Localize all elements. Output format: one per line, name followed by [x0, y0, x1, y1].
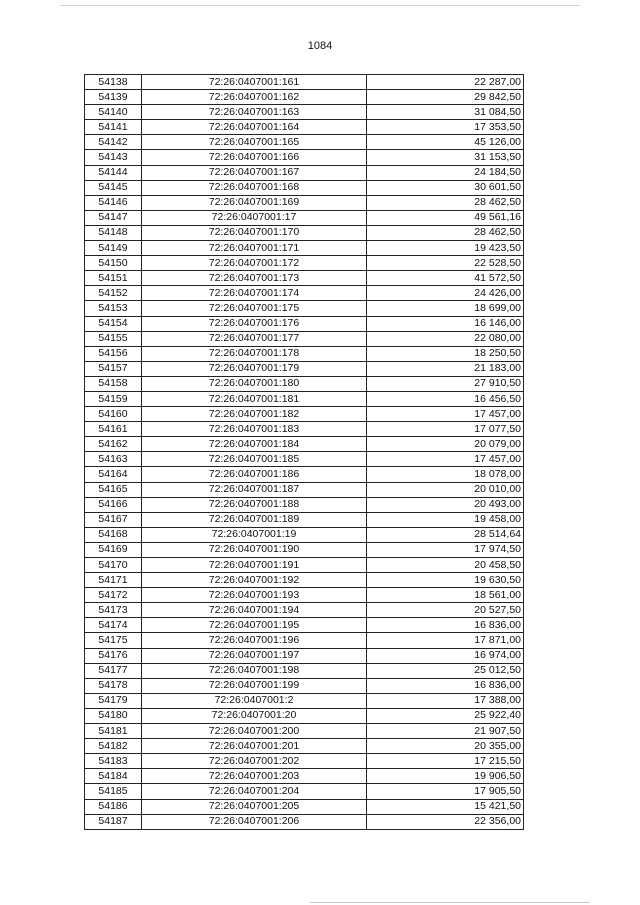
table-row [85, 105, 524, 120]
row-number-cell: 54183 [85, 754, 142, 769]
row-number-cell: 54146 [85, 195, 142, 210]
cadastral-number-cell: 72:26:0407001:199 [142, 678, 367, 693]
amount-cell: 28 462,50 [367, 225, 524, 240]
amount-cell: 19 906,50 [367, 769, 524, 784]
amount-cell: 20 458,50 [367, 558, 524, 573]
table-row [85, 241, 524, 256]
cadastral-number-cell: 72:26:0407001:170 [142, 225, 367, 240]
cadastral-number-cell: 72:26:0407001:206 [142, 814, 367, 829]
cadastral-number-cell: 72:26:0407001:191 [142, 558, 367, 573]
row-number-cell: 54182 [85, 739, 142, 754]
amount-cell: 21 183,00 [367, 361, 524, 376]
table-row [85, 407, 524, 422]
table-row [85, 467, 524, 482]
table-row [85, 346, 524, 361]
row-number-cell: 54138 [85, 75, 142, 90]
scan-edge-bottom [310, 902, 590, 903]
cadastral-number-cell: 72:26:0407001:200 [142, 724, 367, 739]
cadastral-number-cell: 72:26:0407001:190 [142, 542, 367, 557]
table-row [85, 437, 524, 452]
amount-cell: 18 699,00 [367, 301, 524, 316]
row-number-cell: 54145 [85, 180, 142, 195]
amount-cell: 45 126,00 [367, 135, 524, 150]
table-row [85, 75, 524, 90]
table-row [85, 391, 524, 406]
amount-cell: 17 388,00 [367, 693, 524, 708]
cadastral-number-cell: 72:26:0407001:165 [142, 135, 367, 150]
row-number-cell: 54142 [85, 135, 142, 150]
cadastral-number-cell: 72:26:0407001:203 [142, 769, 367, 784]
amount-cell: 22 356,00 [367, 814, 524, 829]
table-row [85, 497, 524, 512]
cadastral-number-cell: 72:26:0407001:187 [142, 482, 367, 497]
row-number-cell: 54185 [85, 784, 142, 799]
cadastral-number-cell: 72:26:0407001:188 [142, 497, 367, 512]
row-number-cell: 54179 [85, 693, 142, 708]
row-number-cell: 54152 [85, 286, 142, 301]
cadastral-number-cell: 72:26:0407001:182 [142, 407, 367, 422]
row-number-cell: 54151 [85, 271, 142, 286]
amount-cell: 16 836,00 [367, 678, 524, 693]
amount-cell: 20 010,00 [367, 482, 524, 497]
cadastral-number-cell: 72:26:0407001:201 [142, 739, 367, 754]
row-number-cell: 54141 [85, 120, 142, 135]
table-row [85, 331, 524, 346]
row-number-cell: 54181 [85, 724, 142, 739]
row-number-cell: 54139 [85, 90, 142, 105]
row-number-cell: 54158 [85, 376, 142, 391]
table-row [85, 135, 524, 150]
row-number-cell: 54160 [85, 407, 142, 422]
cadastral-number-cell: 72:26:0407001:168 [142, 180, 367, 195]
row-number-cell: 54150 [85, 256, 142, 271]
cadastral-number-cell: 72:26:0407001:204 [142, 784, 367, 799]
cadastral-number-cell: 72:26:0407001:174 [142, 286, 367, 301]
table-row [85, 150, 524, 165]
amount-cell: 17 215,50 [367, 754, 524, 769]
cadastral-number-cell: 72:26:0407001:195 [142, 618, 367, 633]
table-row [85, 648, 524, 663]
table-row [85, 618, 524, 633]
amount-cell: 20 355,00 [367, 739, 524, 754]
table-row [85, 754, 524, 769]
amount-cell: 31 084,50 [367, 105, 524, 120]
row-number-cell: 54156 [85, 346, 142, 361]
amount-cell: 28 514,64 [367, 527, 524, 542]
row-number-cell: 54153 [85, 301, 142, 316]
row-number-cell: 54148 [85, 225, 142, 240]
amount-cell: 17 353,50 [367, 120, 524, 135]
table-row [85, 271, 524, 286]
amount-cell: 31 153,50 [367, 150, 524, 165]
amount-cell: 18 561,00 [367, 588, 524, 603]
amount-cell: 22 287,00 [367, 75, 524, 90]
cadastral-number-cell: 72:26:0407001:172 [142, 256, 367, 271]
table-row [85, 542, 524, 557]
row-number-cell: 54171 [85, 573, 142, 588]
table-row [85, 195, 524, 210]
row-number-cell: 54168 [85, 527, 142, 542]
table-row [85, 165, 524, 180]
table-row [85, 422, 524, 437]
cadastral-number-cell: 72:26:0407001:163 [142, 105, 367, 120]
table-row [85, 180, 524, 195]
amount-cell: 17 457,00 [367, 407, 524, 422]
row-number-cell: 54169 [85, 542, 142, 557]
amount-cell: 16 456,50 [367, 391, 524, 406]
table-row [85, 633, 524, 648]
cadastral-number-cell: 72:26:0407001:184 [142, 437, 367, 452]
cadastral-number-cell: 72:26:0407001:193 [142, 588, 367, 603]
page-number: 1084 [307, 40, 333, 52]
amount-cell: 16 146,00 [367, 316, 524, 331]
row-number-cell: 54147 [85, 210, 142, 225]
cadastral-number-cell: 72:26:0407001:171 [142, 241, 367, 256]
cadastral-number-cell: 72:26:0407001:196 [142, 633, 367, 648]
amount-cell: 22 528,50 [367, 256, 524, 271]
row-number-cell: 54186 [85, 799, 142, 814]
table-row [85, 361, 524, 376]
registry-table [84, 74, 524, 830]
row-number-cell: 54161 [85, 422, 142, 437]
table-row [85, 603, 524, 618]
amount-cell: 17 871,00 [367, 633, 524, 648]
row-number-cell: 54165 [85, 482, 142, 497]
amount-cell: 20 493,00 [367, 497, 524, 512]
table-row [85, 784, 524, 799]
row-number-cell: 54166 [85, 497, 142, 512]
table-body [85, 75, 524, 830]
amount-cell: 16 836,00 [367, 618, 524, 633]
amount-cell: 20 079,00 [367, 437, 524, 452]
row-number-cell: 54173 [85, 603, 142, 618]
table-row [85, 724, 524, 739]
row-number-cell: 54155 [85, 331, 142, 346]
amount-cell: 19 423,50 [367, 241, 524, 256]
cadastral-number-cell: 72:26:0407001:186 [142, 467, 367, 482]
cadastral-number-cell: 72:26:0407001:177 [142, 331, 367, 346]
table-row [85, 573, 524, 588]
amount-cell: 19 458,00 [367, 512, 524, 527]
cadastral-number-cell: 72:26:0407001:202 [142, 754, 367, 769]
row-number-cell: 54164 [85, 467, 142, 482]
table-row [85, 256, 524, 271]
table-row [85, 693, 524, 708]
amount-cell: 25 012,50 [367, 663, 524, 678]
table-row [85, 527, 524, 542]
amount-cell: 49 561,16 [367, 210, 524, 225]
row-number-cell: 54163 [85, 452, 142, 467]
table-row [85, 739, 524, 754]
table-row [85, 376, 524, 391]
row-number-cell: 54143 [85, 150, 142, 165]
amount-cell: 24 184,50 [367, 165, 524, 180]
row-number-cell: 54177 [85, 663, 142, 678]
row-number-cell: 54144 [85, 165, 142, 180]
row-number-cell: 54157 [85, 361, 142, 376]
row-number-cell: 54172 [85, 588, 142, 603]
row-number-cell: 54178 [85, 678, 142, 693]
cadastral-number-cell: 72:26:0407001:197 [142, 648, 367, 663]
cadastral-number-cell: 72:26:0407001:205 [142, 799, 367, 814]
table-row [85, 482, 524, 497]
row-number-cell: 54175 [85, 633, 142, 648]
cadastral-number-cell: 72:26:0407001:19 [142, 527, 367, 542]
amount-cell: 30 601,50 [367, 180, 524, 195]
table-row [85, 663, 524, 678]
row-number-cell: 54159 [85, 391, 142, 406]
cadastral-number-cell: 72:26:0407001:178 [142, 346, 367, 361]
table-row [85, 799, 524, 814]
amount-cell: 17 077,50 [367, 422, 524, 437]
cadastral-number-cell: 72:26:0407001:164 [142, 120, 367, 135]
row-number-cell: 54162 [85, 437, 142, 452]
cadastral-number-cell: 72:26:0407001:173 [142, 271, 367, 286]
table-row [85, 588, 524, 603]
row-number-cell: 54180 [85, 708, 142, 723]
table-row [85, 678, 524, 693]
amount-cell: 27 910,50 [367, 376, 524, 391]
row-number-cell: 54184 [85, 769, 142, 784]
amount-cell: 16 974,00 [367, 648, 524, 663]
table-row [85, 814, 524, 829]
row-number-cell: 54170 [85, 558, 142, 573]
table-row [85, 301, 524, 316]
scan-edge-top [60, 5, 580, 6]
table-row [85, 452, 524, 467]
cadastral-number-cell: 72:26:0407001:189 [142, 512, 367, 527]
cadastral-number-cell: 72:26:0407001:20 [142, 708, 367, 723]
cadastral-number-cell: 72:26:0407001:176 [142, 316, 367, 331]
cadastral-number-cell: 72:26:0407001:175 [142, 301, 367, 316]
cadastral-number-cell: 72:26:0407001:161 [142, 75, 367, 90]
row-number-cell: 54174 [85, 618, 142, 633]
cadastral-number-cell: 72:26:0407001:166 [142, 150, 367, 165]
table-row [85, 210, 524, 225]
amount-cell: 18 250,50 [367, 346, 524, 361]
cadastral-number-cell: 72:26:0407001:183 [142, 422, 367, 437]
table-row [85, 286, 524, 301]
table-row [85, 225, 524, 240]
cadastral-number-cell: 72:26:0407001:2 [142, 693, 367, 708]
row-number-cell: 54149 [85, 241, 142, 256]
amount-cell: 19 630,50 [367, 573, 524, 588]
cadastral-number-cell: 72:26:0407001:167 [142, 165, 367, 180]
cadastral-number-cell: 72:26:0407001:198 [142, 663, 367, 678]
row-number-cell: 54187 [85, 814, 142, 829]
cadastral-number-cell: 72:26:0407001:181 [142, 391, 367, 406]
amount-cell: 29 842,50 [367, 90, 524, 105]
amount-cell: 24 426,00 [367, 286, 524, 301]
row-number-cell: 54176 [85, 648, 142, 663]
table-row [85, 120, 524, 135]
amount-cell: 17 457,00 [367, 452, 524, 467]
table-row [85, 558, 524, 573]
cadastral-number-cell: 72:26:0407001:185 [142, 452, 367, 467]
table-row [85, 90, 524, 105]
cadastral-number-cell: 72:26:0407001:17 [142, 210, 367, 225]
amount-cell: 21 907,50 [367, 724, 524, 739]
amount-cell: 20 527,50 [367, 603, 524, 618]
amount-cell: 17 905,50 [367, 784, 524, 799]
cadastral-number-cell: 72:26:0407001:162 [142, 90, 367, 105]
amount-cell: 15 421,50 [367, 799, 524, 814]
cadastral-number-cell: 72:26:0407001:180 [142, 376, 367, 391]
amount-cell: 18 078,00 [367, 467, 524, 482]
amount-cell: 22 080,00 [367, 331, 524, 346]
cadastral-number-cell: 72:26:0407001:194 [142, 603, 367, 618]
cadastral-number-cell: 72:26:0407001:179 [142, 361, 367, 376]
table-row [85, 708, 524, 723]
amount-cell: 41 572,50 [367, 271, 524, 286]
row-number-cell: 54140 [85, 105, 142, 120]
row-number-cell: 54167 [85, 512, 142, 527]
table-row [85, 512, 524, 527]
table-row [85, 316, 524, 331]
amount-cell: 17 974,50 [367, 542, 524, 557]
amount-cell: 25 922,40 [367, 708, 524, 723]
table-row [85, 769, 524, 784]
amount-cell: 28 462,50 [367, 195, 524, 210]
row-number-cell: 54154 [85, 316, 142, 331]
cadastral-number-cell: 72:26:0407001:169 [142, 195, 367, 210]
cadastral-number-cell: 72:26:0407001:192 [142, 573, 367, 588]
